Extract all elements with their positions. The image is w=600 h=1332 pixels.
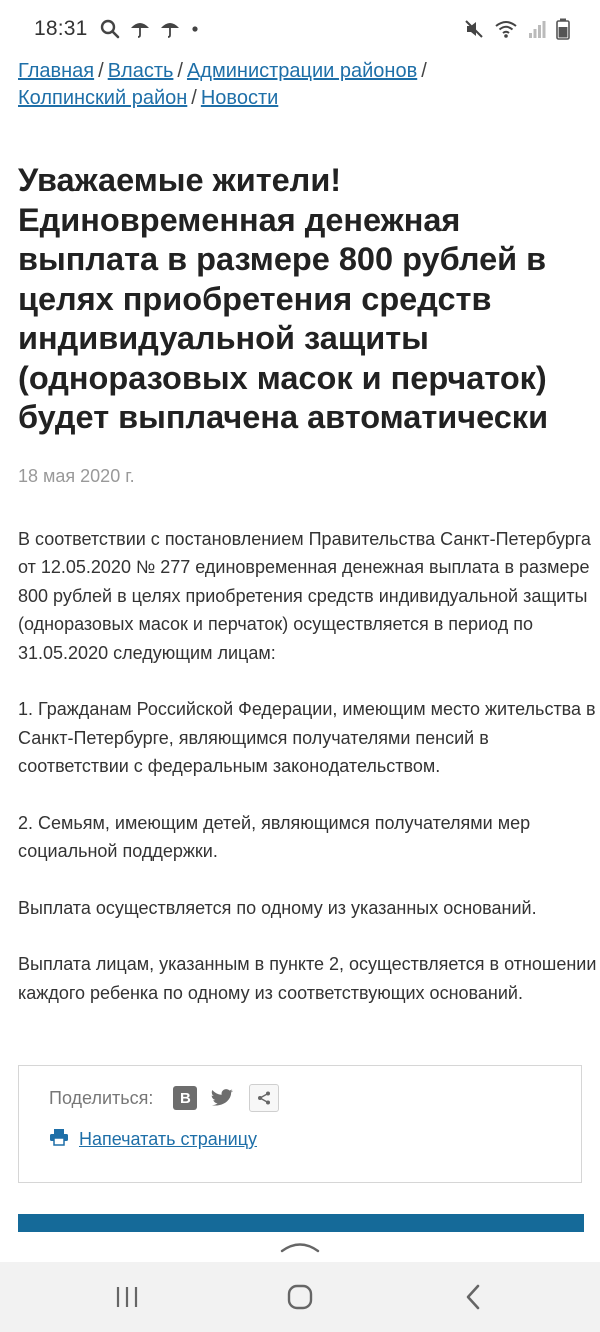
recent-apps-button[interactable]	[87, 1272, 167, 1322]
status-left	[34, 17, 200, 41]
share-row	[49, 1084, 279, 1112]
breadcrumb-link-news[interactable]: Новости	[200, 87, 279, 109]
umbrella-icon	[130, 19, 150, 39]
status-notification-icons	[100, 19, 200, 39]
search-icon	[100, 19, 120, 39]
article-paragraph: 1. Гражданам Российской Федерации, имеющим место жительства в Санкт-Петербурге, являющимся получателями пенсий в соответствии с федеральным законодательством.	[18, 699, 596, 776]
article-body	[18, 525, 600, 1008]
status-bar	[0, 0, 600, 58]
breadcrumb-separator: /	[421, 60, 427, 82]
mute-icon	[464, 19, 484, 39]
home-button[interactable]	[260, 1272, 340, 1322]
article-date: 18 мая 2020 г.	[18, 465, 135, 486]
page-title: Уважаемые жители! Единовременная денежная выплата в размере 800 рублей в целях приобретения средств индивидуальной защиты (одноразовых масок и перчаток) будет выплачена автоматически	[18, 162, 549, 435]
breadcrumb-link-kolpino-district[interactable]: Колпинский район	[18, 87, 188, 109]
twitter-icon[interactable]	[211, 1086, 235, 1110]
share-panel	[18, 1065, 582, 1183]
breadcrumb-link-home[interactable]: Главная	[18, 60, 95, 82]
printer-icon[interactable]	[49, 1128, 69, 1151]
breadcrumb-separator: /	[98, 60, 104, 82]
article-paragraph: Выплата осуществляется по одному из указанных оснований.	[18, 897, 537, 918]
status-system-icons	[464, 18, 570, 40]
chevron-up-icon[interactable]	[280, 1240, 320, 1259]
breadcrumb-link-district-administrations[interactable]: Администрации районов	[186, 60, 418, 82]
print-page-link[interactable]: Напечатать страницу	[79, 1129, 258, 1149]
share-label: Поделиться:	[49, 1087, 154, 1108]
page-content	[18, 58, 597, 1035]
breadcrumb-link-government[interactable]: Власть	[107, 60, 174, 82]
article-paragraph: Выплата лицам, указанным в пункте 2, осуществляется в отношении каждого ребенка по одному из соответствующих оснований.	[18, 954, 597, 1003]
signal-icon	[528, 19, 546, 39]
vk-icon[interactable]: B	[173, 1086, 197, 1110]
share-more-icon[interactable]	[249, 1084, 279, 1112]
breadcrumb	[18, 58, 584, 112]
dot-icon	[190, 19, 200, 39]
wifi-icon	[494, 19, 518, 39]
battery-icon	[556, 18, 570, 40]
print-row[interactable]	[49, 1128, 257, 1151]
back-button[interactable]	[433, 1272, 513, 1322]
article-paragraph: В соответствии с постановлением Правительства Санкт-Петербурга от 12.05.2020 № 277 единовременная денежная выплата в размере 800 рублей в целях приобретения средств индивидуальной защиты (одноразовых масок и перчаток) осуществляется в период по 31.05.2020 следующим лицам:	[18, 528, 591, 663]
system-navigation-bar	[0, 1262, 600, 1332]
status-time: 18:31	[34, 17, 88, 40]
breadcrumb-separator: /	[177, 60, 183, 82]
article-paragraph: 2. Семьям, имеющим детей, являющимся получателями мер социальной поддержки.	[18, 812, 531, 861]
umbrella-icon	[160, 19, 180, 39]
breadcrumb-separator: /	[191, 87, 197, 109]
